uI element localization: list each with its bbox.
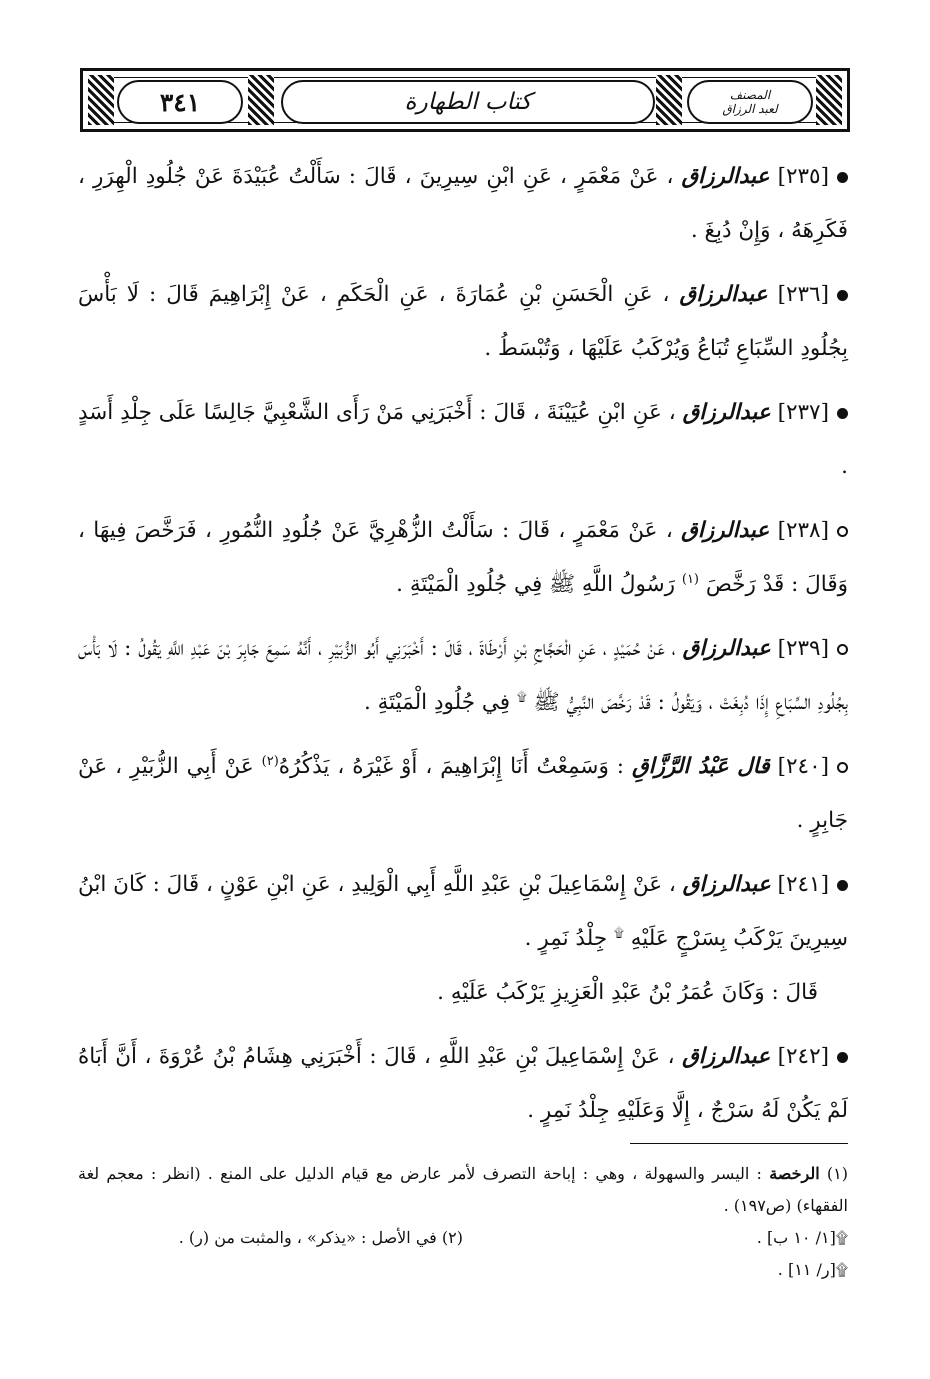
hollow-bullet-icon	[837, 644, 848, 655]
manuscript-note-1: ۩[١/ ١٠ ب] .	[756, 1228, 848, 1247]
filled-bullet-icon	[837, 172, 848, 183]
footnote-marker: (٢)	[261, 753, 279, 769]
hadith-entry: [٢٤١] عبدالرزاق ، عَنْ إِسْمَاعِيلَ بْنِ عَبْدِ اللَّهِ أَبِي الْوَلِيدِ ، عَنِ ابْنِ عَوْنٍ ، قَالَ : كَانَ ابْنُ سِيرِينَ يَرْكَبُ بِسَرْجٍ عَلَيْهِ ۩ جِلْدُ نَمِرٍ .	[78, 872, 848, 951]
footnote-1: (١) الرخصة : اليسر والسهولة ، وهي : إباحة التصرف لأمر عارض مع قيام الدليل على المنع . (انظر : معجم لغة الفقهاء) (ص١٩٧) .	[78, 1164, 849, 1215]
header-frame	[80, 68, 850, 132]
title-cartouche	[281, 80, 655, 124]
ornament	[816, 75, 842, 125]
filled-bullet-icon	[837, 290, 848, 301]
hadith-entry: [٢٣٦] عبدالرزاق ، عَنِ الْحَسَنِ بْنِ عُمَارَةَ ، عَنِ الْحَكَمِ ، عَنْ إِبْرَاهِيمَ قَالَ : لَا بَأْسَ بِجُلُودِ السِّبَاعِ تُبَاعُ وَيُرْكَبُ عَلَيْهَا ، وَتُبْسَطُ .	[78, 282, 848, 361]
page-number-cartouche	[117, 80, 243, 124]
book-title: كتاب الطهارة	[404, 89, 532, 115]
hollow-bullet-icon	[837, 526, 848, 537]
manuscript-page-marker: ۩	[516, 689, 527, 705]
hadith-entry: [٢٣٥] عبدالرزاق ، عَنْ مَعْمَرٍ ، عَنِ ابْنِ سِيرِينَ ، قَالَ : سَأَلْتُ عُبَيْدَةَ عَنْ جُلُودِ الْهِرَرِ ، فَكَرِهَهُ ، وَإِنْ دُبِغَ .	[78, 164, 848, 243]
filled-bullet-icon	[837, 408, 848, 419]
footnote-marker: (١)	[681, 571, 699, 587]
hadith-entry: [٢٤٠] قال عَبْدُ الرَّزَّاقِ : وَسَمِعْتُ أَنَا إِبْرَاهِيمَ ، أَوْ غَيْرَهُ ، يَذْكُرُهُ$^{(٢)}$ عَنْ أَبِي الزُّبَيْرِ ، عَنْ جَابِرٍ .	[78, 753, 848, 833]
filled-bullet-icon	[837, 1052, 848, 1063]
hadith-continuation: قَالَ : وَكَانَ عُمَرُ بْنُ عَبْدِ الْعَزِيزِ يَرْكَبُ عَلَيْهِ .	[437, 980, 818, 1005]
hadith-entry: [٢٤٢] عبدالرزاق ، عَنْ إِسْمَاعِيلَ بْنِ عَبْدِ اللَّهِ ، قَالَ : أَخْبَرَنِي هِشَامُ بْنُ عُرْوَةَ ، أَنَّ أَبَاهُ لَمْ يَكُنْ لَهُ سَرْجٌ ، إِلَّا وَعَلَيْهِ جِلْدُ نَمِرٍ .	[78, 1044, 848, 1123]
ornament	[88, 75, 114, 125]
filled-bullet-icon	[837, 880, 848, 891]
footnotes	[78, 1158, 848, 1286]
hadith-entry: [٢٣٧] عبدالرزاق ، عَنِ ابْنِ عُيَيْنَةَ ، قَالَ : أَخْبَرَنِي مَنْ رَأَى الشَّعْبِيَّ جَالِسًا عَلَى جِلْدِ أَسَدٍ .	[78, 400, 848, 479]
hadith-list	[78, 150, 848, 1148]
footnote-2: (٢) في الأصل : «يذكر» ، والمثبت من (ر) .	[178, 1228, 463, 1247]
footnote-divider	[630, 1143, 848, 1144]
hadith-entry: [٢٣٨] عبدالرزاق ، عَنْ مَعْمَرٍ ، قَالَ : سَأَلْتُ الزُّهْرِيَّ عَنْ جُلُودِ النُّمُورِ ، فَرَخَّصَ فِيهَا ، وَقَالَ : قَدْ رَخَّصَ $^{(١)}$ رَسُولُ اللَّهِ ﷺ فِي جُلُودِ الْمَيْتَةِ .	[78, 518, 848, 597]
hollow-bullet-icon	[837, 762, 848, 773]
ornament	[656, 75, 682, 125]
manuscript-page-marker: ۩	[613, 925, 624, 941]
page-header	[80, 68, 850, 132]
publisher-logo: المصنف لعبد الرزاق	[687, 80, 813, 124]
ornament	[248, 75, 274, 125]
manuscript-note-2: ۩[ر/ ١١] .	[777, 1260, 848, 1279]
page-number: ٣٤١	[159, 87, 201, 117]
hadith-entry: [٢٣٩] عبدالرزاق ، عَنْ حُمَيْدٍ ، عَنِ الْحَجَّاجِ بْنِ أَرْطَاةَ ، قَالَ : أَخْبَرَنِي أَبُو الزُّبَيْرِ ، أَنَّهُ سَمِعَ جَابِرَ بْنَ عَبْدِ اللَّهِ يَقُولُ : لَا بَأْسَ بِجُلُودِ السِّبَاعِ إِذَا دُبِغَتْ ، وَيَقُولُ : قَدْ رَخَّصَ النَّبِيُّ ﷺ ۩ فِي جُلُودِ الْمَيْتَةِ .	[78, 636, 848, 715]
